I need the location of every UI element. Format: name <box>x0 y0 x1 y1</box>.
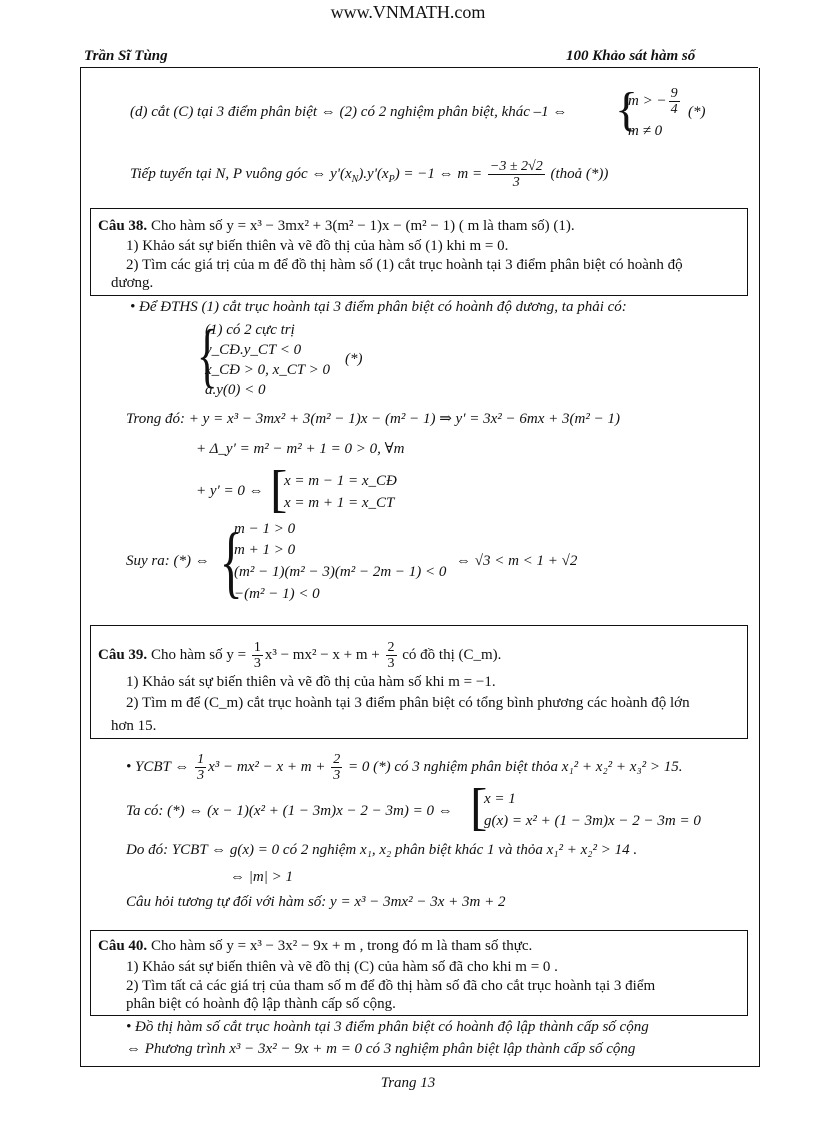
q39-statement: Câu 39. Cho hàm số y = $\frac{1}{3}$ x³ − mx² − x + m + $\frac{2}{3}$ có đồ thị (C_m). <box>98 640 502 671</box>
q39-dodo: Do đó: YCBT ⇔ g(x) = 0 có 2 nghiệm x₁, x₂ phân biệt khác 1 và thỏa x₁² + x₂² > 14 . <box>126 842 638 858</box>
page-number: Trang 13 <box>380 1075 436 1091</box>
q38-sys-2: m + 1 > 0 <box>234 542 296 558</box>
q38-where1: Trong đó: + y = x³ − 3mx² + 3(m² − 1)x − (m² − 1) ⇒ y′ = 3x² − 6mx + 3(m² − 1) <box>126 411 620 427</box>
q38-part1: 1) Khảo sát sự biến thiên và vẽ đồ thị của hàm số (1) khi m = 0. <box>126 238 509 254</box>
q38-where3: + y′ = 0 ⇔ <box>196 483 264 499</box>
q40-part1: 1) Khảo sát sự biến thiên và vẽ đồ thị (C) của hàm số đã cho khi m = 0 . <box>126 959 558 975</box>
q38-cond-star: (*) <box>345 351 363 367</box>
q38-sys-4: −(m² − 1) < 0 <box>234 586 320 602</box>
prev-cond2: m ≠ 0 <box>628 123 663 139</box>
q39-ycbt: • YCBT ⇔ $\frac{1}{3}$ x³ − mx² − x + m + $\frac{2}{3}$ = 0 (*) có 3 nghiệm phân biệt thỏa x₁² + x₂² + x₃² > 15. <box>126 752 683 783</box>
site-url: www.VNMATH.com <box>330 2 486 22</box>
header-title: 100 Khảo sát hàm số <box>566 48 696 64</box>
q38-root-1: x = m − 1 = x_CĐ <box>284 473 397 489</box>
q38-root-2: x = m + 1 = x_CT <box>284 495 395 511</box>
q38-part2b: dương. <box>111 275 154 291</box>
q38-cond-3: x_CĐ > 0, x_CT > 0 <box>205 362 330 378</box>
q39-taco: Ta có: (*) ⇔ (x − 1)(x² + (1 − 3m)x − 2 − 3m) = 0 ⇔ <box>126 803 453 819</box>
bracket: [ <box>270 461 288 518</box>
q38-suy-ra: Suy ra: (*) ⇔ <box>126 553 210 569</box>
prev-d-intro: (d) cắt (C) tại 3 điểm phân biệt ⇔ (2) có 2 nghiệm phân biệt, khác –1 ⇔ <box>130 104 568 120</box>
q38-cond-2: y_CĐ.y_CT < 0 <box>205 342 302 358</box>
q38-statement: Câu 38. Cho hàm số y = x³ − 3mx² + 3(m² − 1)x − (m² − 1) ( m là tham số) (1). <box>98 218 575 234</box>
q38-result: ⇔ √3 < m < 1 + √2 <box>456 553 578 569</box>
q38-sol-intro: • Để ĐTHS (1) cắt trục hoành tại 3 điểm phân biệt có hoành độ dương, ta phải có: <box>130 299 627 315</box>
q39-dodo2: ⇔ |m| > 1 <box>230 869 293 885</box>
q38-sys-1: m − 1 > 0 <box>234 521 296 537</box>
q38-where2: + Δ_y′ = m² − m² + 1 = 0 > 0, ∀m <box>196 441 405 457</box>
brace: { <box>196 315 218 395</box>
q38-part2a: 2) Tìm các giá trị của m để đồ thị hàm số (1) cắt trục hoành tại 3 điểm phân biệt có hoành độ <box>126 257 683 273</box>
q39-part2a: 2) Tìm m để (C_m) cắt trục hoành tại 3 điểm phân biệt có tổng bình phương các hoành độ lớn <box>126 695 690 711</box>
prev-cond1: m > − $\frac{9}{4}$ <box>628 86 678 117</box>
brace: { <box>219 518 243 606</box>
q39-taco-root-1: x = 1 <box>484 791 516 807</box>
q40-part2b: phân biệt có hoành độ lập thành cấp số cộng. <box>126 996 396 1012</box>
q40-statement: Câu 40. Cho hàm số y = x³ − 3x² − 9x + m , trong đó m là tham số thực. <box>98 938 533 954</box>
prev-tangent: Tiếp tuyến tại N, P vuông góc ⇔ $y'(x_N).y'(x_P) = -1$ ⇔ m = $\frac{-3 \pm 2√2}{3}$ (thoả (*)) <box>130 159 609 190</box>
q40-sol1: • Đồ thị hàm số cắt trục hoành tại 3 điểm phân biệt có hoành độ lập thành cấp số cộng <box>126 1019 649 1035</box>
bracket: [ <box>470 779 488 836</box>
brace: { <box>615 83 639 136</box>
q40-part2a: 2) Tìm tất cả các giá trị của tham số m để đồ thị hàm số đã cho cắt trục hoành tại 3 điểm <box>126 978 656 994</box>
q39-part1: 1) Khảo sát sự biến thiên và vẽ đồ thị của hàm số khi m = −1. <box>126 674 496 690</box>
q38-cond-4: a.y(0) < 0 <box>205 382 266 398</box>
prev-star: (*) <box>688 104 706 120</box>
q39-part2b: hơn 15. <box>111 718 157 734</box>
q40-sol2: ⇔ Phương trình x³ − 3x² − 9x + m = 0 có 3 nghiệm phân biệt lập thành cấp số cộng <box>126 1041 636 1057</box>
q39-taco-root-2: g(x) = x² + (1 − 3m)x − 2 − 3m = 0 <box>484 813 701 829</box>
q39-similar: Câu hỏi tương tự đối với hàm số: y = x³ − 3mx² − 3x + 3m + 2 <box>126 894 506 910</box>
q38-cond-1: (1) có 2 cực trị <box>205 322 295 338</box>
header-author: Trần Sĩ Tùng <box>84 48 168 64</box>
q38-sys-3: (m² − 1)(m² − 3)(m² − 2m − 1) < 0 <box>234 564 447 580</box>
